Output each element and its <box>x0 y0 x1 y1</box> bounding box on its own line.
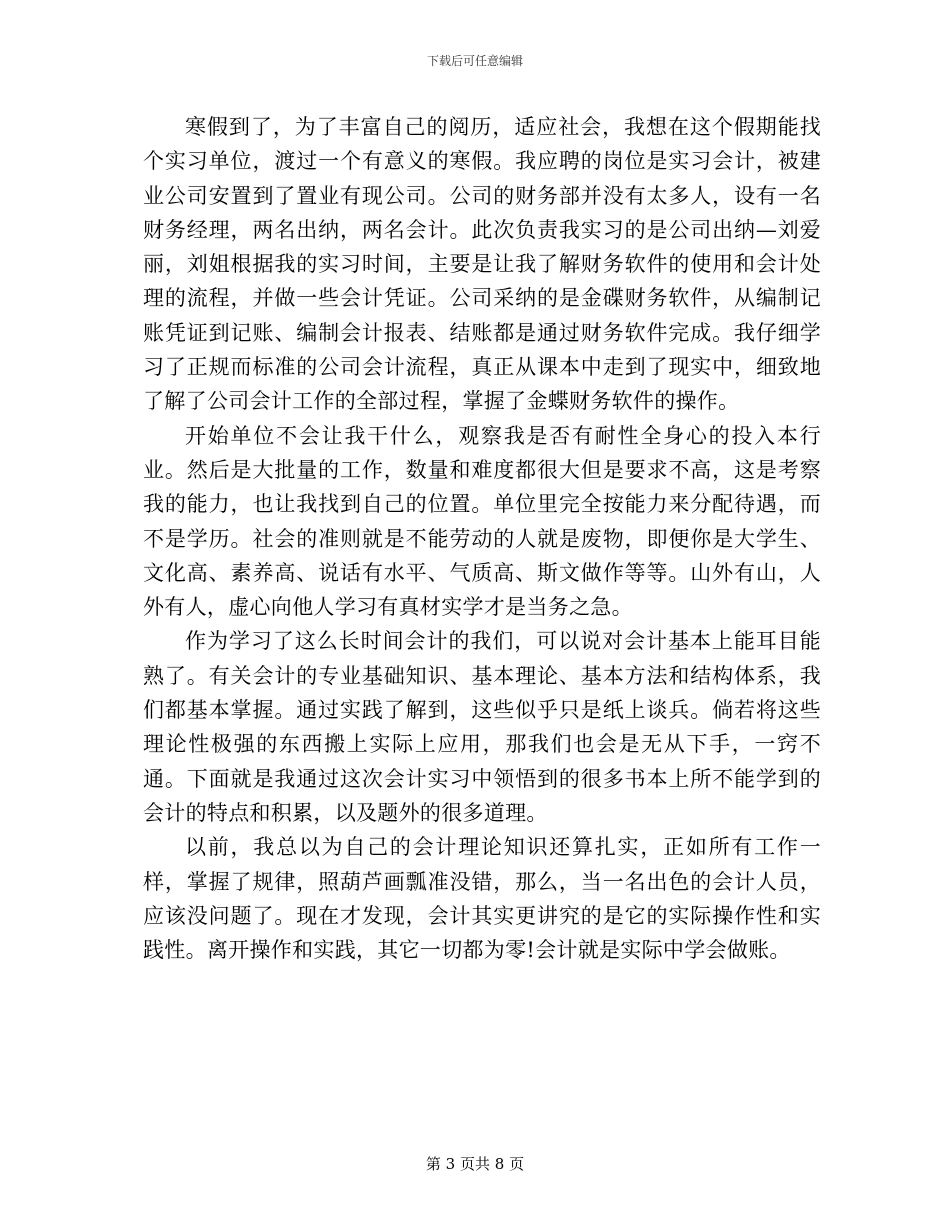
paragraph-1: 寒假到了，为了丰富自己的阅历，适应社会，我想在这个假期能找个实习单位，渡过一个有意义的寒假。我应聘的岗位是实习会计，被建业公司安置到了置业有现公司。公司的财务部并没有太多人，设有一名财务经理，两名出纳，两名会计。此次负责我实习的是公司出纳—刘爱丽，刘姐根据我的实习时间，主要是让我了解财务软件的使用和会计处理的流程，并做一些会计凭证。公司采纳的是金碟财务软件，从编制记账凭证到记账、编制会计报表、结账都是通过财务软件完成。我仔细学习了正规而标准的公司会计流程，真正从课本中走到了现实中，细致地了解了公司会计工作的全部过程，掌握了金蝶财务软件的操作。 <box>143 115 821 414</box>
page-header: 下载后可任意编辑 <box>426 54 523 68</box>
page-footer: 第 3 页共 8 页 <box>425 1155 525 1173</box>
document-body <box>143 110 821 967</box>
paragraph-2: 开始单位不会让我干什么，观察我是否有耐性全身心的投入本行业。然后是大批量的工作，数量和难度都很大但是要求不高，这是考察我的能力，也让我找到自己的位置。单位里完全按能力来分配待遇，而不是学历。社会的准则就是不能劳动的人就是废物，即便你是大学生、文化高、素养高、说话有水平、气质高、斯文做作等等。山外有山，人外有人，虚心向他人学习有真材实学才是当务之急。 <box>143 423 821 620</box>
paragraph-3: 作为学习了这么长时间会计的我们，可以说对会计基本上能耳目能熟了。有关会计的专业基础知识、基本理论、基本方法和结构体系，我们都基本掌握。通过实践了解到，这些似乎只是纸上谈兵。倘若将这些理论性极强的东西搬上实际上应用，那我们也会是无从下手，一窍不通。下面就是我通过这次会计实习中领悟到的很多书本上所不能学到的会计的特点和积累，以及题外的很多道理。 <box>143 629 821 825</box>
paragraph-4: 以前，我总以为自己的会计理论知识还算扎实，正如所有工作一样，掌握了规律，照葫芦画瓢准没错，那么，当一名出色的会计人员，应该没问题了。现在才发现，会计其实更讲究的是它的实际操作性和实践性。离开操作和实践，其它一切都为零!会计就是实际中学会做账。 <box>143 835 821 963</box>
